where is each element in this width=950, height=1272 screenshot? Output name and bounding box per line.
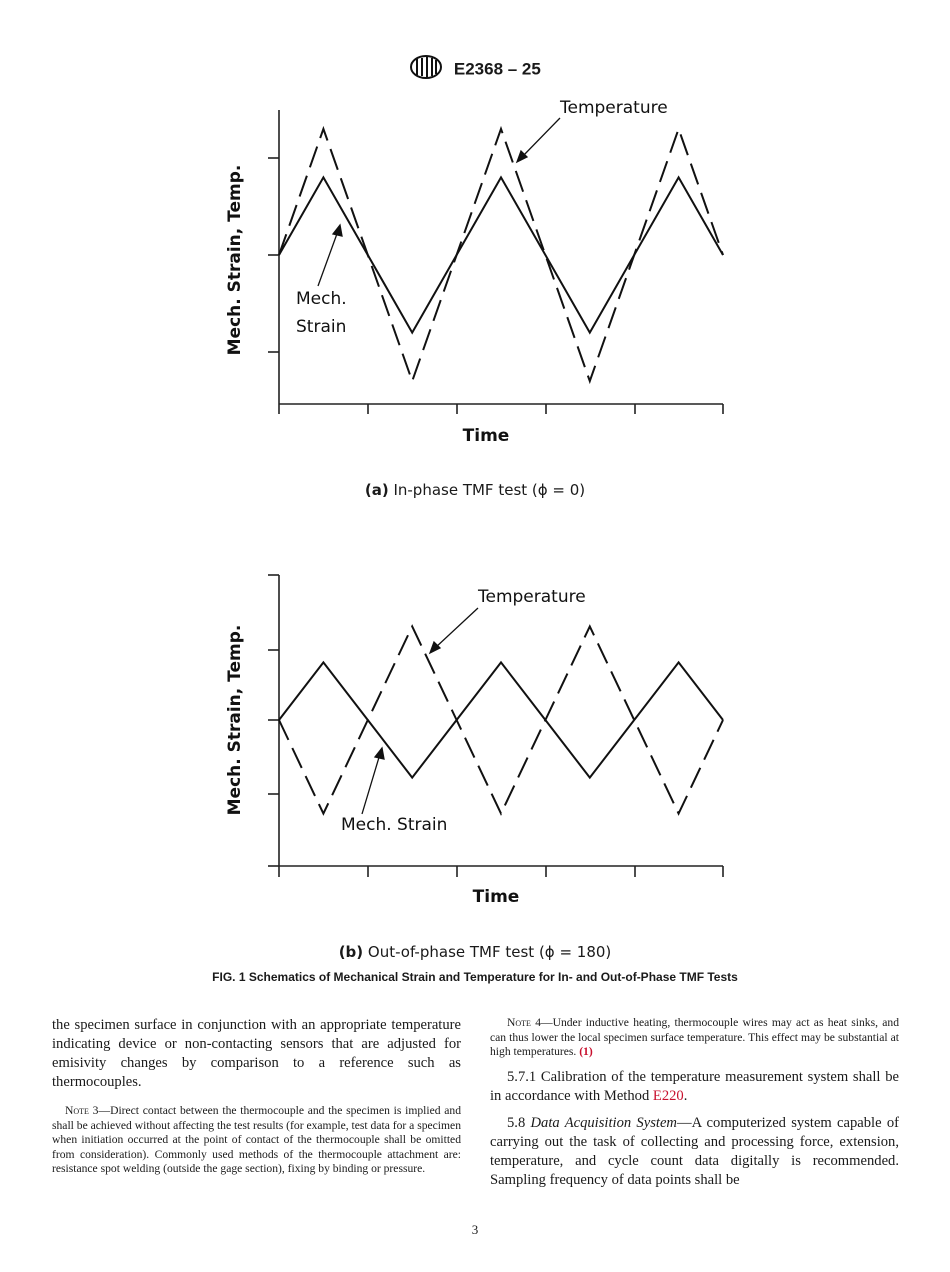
figure-caption: FIG. 1 Schematics of Mechanical Strain and Temperature for In- and Out-of-Phase TMF Tests xyxy=(212,970,738,984)
s58-num: 5.8 xyxy=(507,1114,531,1131)
note-3-text: 3—Direct contact between the thermocouple and the specimen is implied and shall be achieved without affecting the test results (for example, test data for a specimen when initiation occurred at the point of contact of the thermocouple shall be omitted from consideration). Commonly used methods of the thermocouple attachment are: resistance spot welding (outside the gage section), fixing by binding or pressure. xyxy=(52,1104,461,1175)
fig-b-x-label: Time xyxy=(472,887,520,907)
right-column xyxy=(490,1016,899,1190)
section-5-7-1 xyxy=(490,1068,899,1106)
fig-b-strain-pointer xyxy=(362,754,380,814)
fig-b-subcaption xyxy=(0,943,950,961)
e220-link[interactable]: E220 xyxy=(652,1087,684,1104)
fig-b-sub-text: Out-of-phase TMF test (ϕ = 180) xyxy=(363,943,612,961)
fig-a-sub-text: In-phase TMF test (ϕ = 0) xyxy=(388,481,586,499)
fig-a-temperature-label: Temperature xyxy=(560,98,668,118)
note-4 xyxy=(490,1016,899,1060)
reference-1-link[interactable]: (1) xyxy=(579,1045,593,1058)
fig-a-strain-label-1: Mech. xyxy=(296,289,347,309)
figure-b xyxy=(0,520,950,940)
fig-a-subcaption xyxy=(0,481,950,499)
fig-a-temperature-line xyxy=(279,129,723,381)
fig-b-strain-label: Mech. Strain xyxy=(341,815,448,835)
left-column xyxy=(52,1016,461,1177)
fig-b-strain-line xyxy=(279,662,723,777)
s571-end: . xyxy=(683,1087,688,1104)
fig-a-strain-line xyxy=(279,177,723,332)
fig-a-sub-bold: (a) xyxy=(364,481,389,499)
fig-b-temperature-line xyxy=(279,626,723,813)
fig-b-temp-pointer xyxy=(435,608,478,648)
fig-a-temp-pointer xyxy=(521,118,560,158)
designation: E2368 – 25 xyxy=(453,59,541,79)
fig-a-y-label: Mech. Strain, Temp. xyxy=(225,164,245,356)
fig-a-strain-label-2: Strain xyxy=(296,317,347,337)
note-4-label: Note xyxy=(507,1016,531,1029)
fig-a-x-label: Time xyxy=(462,426,510,446)
fig-a-strain-pointer xyxy=(318,231,338,286)
fig-b-y-label: Mech. Strain, Temp. xyxy=(225,624,245,816)
figure-a xyxy=(0,0,950,520)
fig-b-temperature-label: Temperature xyxy=(478,587,586,607)
note-3-label: Note xyxy=(65,1104,89,1117)
s571-text: 5.7.1 Calibration of the temperature measurement system shall be in accordance with Method xyxy=(490,1068,899,1104)
s58-title: Data Acquisition System xyxy=(530,1114,677,1131)
section-5-8 xyxy=(490,1114,899,1190)
note-3 xyxy=(52,1104,461,1177)
page-number: 3 xyxy=(471,1222,479,1237)
s58-text: —A computerized system capable of carrying out the task of collecting and processing force, extension, temperature, and cycle count data digitally is recommended. Sampling frequency of data points shall be xyxy=(490,1114,900,1188)
fig-b-sub-bold: (b) xyxy=(338,943,364,961)
left-paragraph: the specimen surface in conjunction with an appropriate temperature indicating device or non-contacting sensors that are adjusted for emisivity changes by comparison to a reference such as thermocouples. xyxy=(52,1017,461,1090)
note-4-text: 4—Under inductive heating, thermocouple wires may act as heat sinks, and can thus lower the local specimen surface temperature. This effect may be substantial at high temperatures. xyxy=(490,1016,899,1058)
